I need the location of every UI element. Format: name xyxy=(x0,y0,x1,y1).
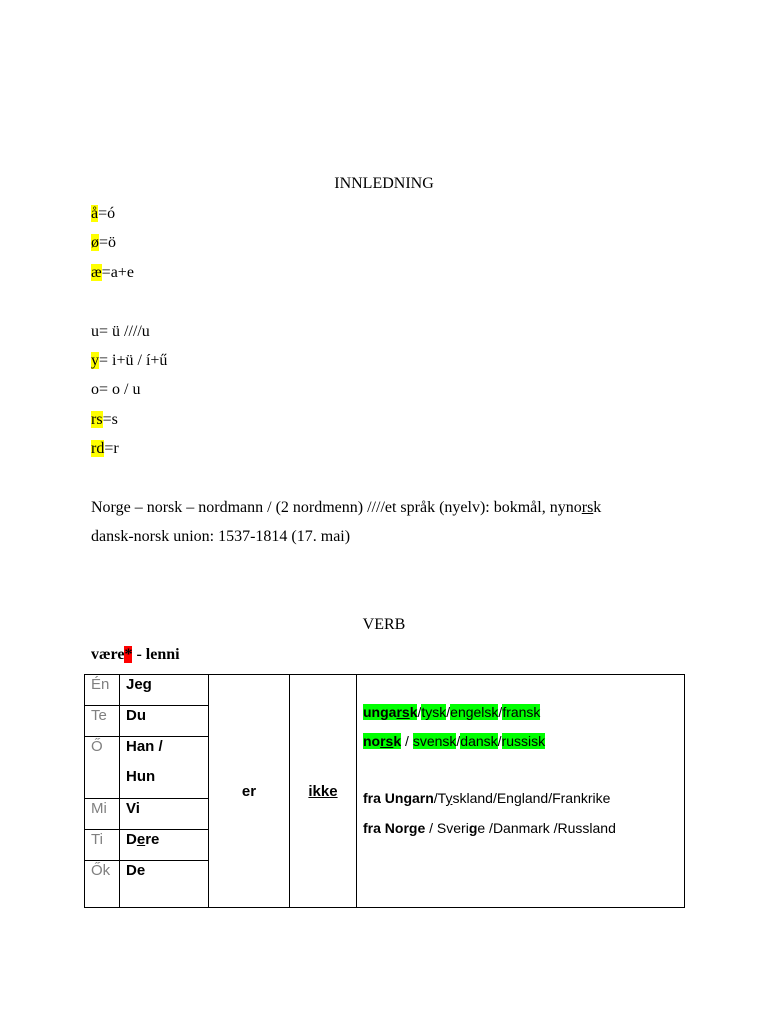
lang-hungarian xyxy=(363,704,417,720)
lang-underline: rs xyxy=(380,733,394,749)
languages-cell xyxy=(357,675,685,908)
verb-heading xyxy=(91,645,180,665)
verb-translation: - lenni xyxy=(132,646,180,663)
no-pronoun-cont: Hun xyxy=(120,767,209,798)
norge-underline: rs xyxy=(581,499,594,516)
pron-rule: =ö xyxy=(99,234,117,251)
pron-line-a xyxy=(91,204,115,224)
norge-text: Norge – norsk – nordmann / (2 nordmenn) ////et språk (nyelv): bokmål, nyno xyxy=(91,499,582,516)
sep: / xyxy=(497,733,502,749)
pron-line-rd xyxy=(91,439,119,459)
verb-ikke: ikke xyxy=(308,782,338,800)
lang-german: tysk xyxy=(421,704,447,720)
conjugation-table xyxy=(84,674,685,908)
lang-part: k xyxy=(409,704,418,720)
pron-line-ae xyxy=(91,263,134,283)
from-underline: g xyxy=(468,820,478,836)
verb-title: VERB xyxy=(362,616,406,633)
no-pronoun: Han / xyxy=(120,737,209,768)
hl-char: å xyxy=(91,205,99,222)
no-pronoun: Du xyxy=(120,706,209,737)
hu-pronoun: Én xyxy=(85,675,120,706)
lang-part: no xyxy=(363,733,381,749)
from-row-2 xyxy=(363,818,684,838)
verb-word: være xyxy=(91,646,125,663)
from-part: / Sveri xyxy=(425,820,469,836)
pronoun-part: re xyxy=(145,830,160,848)
verb-er: er xyxy=(209,675,290,908)
lang-part: unga xyxy=(363,704,397,720)
sep: / xyxy=(456,733,461,749)
from-row-1 xyxy=(363,788,684,808)
lang-russian: russisk xyxy=(501,733,546,749)
lang-danish: dansk xyxy=(460,733,498,749)
hu-pronoun: Mi xyxy=(85,798,120,829)
from-hungary: fra Ungarn xyxy=(363,790,434,806)
hu-pronoun: Ti xyxy=(85,829,120,860)
lang-english: engelsk xyxy=(450,704,499,720)
verb-ikke-cell xyxy=(290,675,357,908)
pron-line-y xyxy=(91,351,167,371)
sep: / xyxy=(417,704,422,720)
norge-line xyxy=(91,498,601,518)
no-pronoun xyxy=(120,829,209,860)
hl-char: y xyxy=(91,352,99,369)
from-part: /T xyxy=(433,790,446,806)
pron-rule: =a+e xyxy=(101,264,134,281)
no-pronoun: Vi xyxy=(120,798,209,829)
union-line: dansk-norsk union: 1537-1814 (17. mai) xyxy=(91,528,351,545)
hl-char: ø xyxy=(91,234,99,251)
pronoun-underline: e xyxy=(136,830,146,848)
lang-french: fransk xyxy=(502,704,541,720)
lang-row-1 xyxy=(363,702,684,722)
lang-underline: rs xyxy=(396,704,410,720)
hl-char: æ xyxy=(91,264,102,281)
pron-rule: =ó xyxy=(98,205,116,222)
pron-line-rs xyxy=(91,410,118,430)
hu-pronoun: Ők xyxy=(85,860,120,907)
intro-title: INNLEDNING xyxy=(334,175,434,192)
hl-char: rs xyxy=(91,411,103,428)
lang-norwegian xyxy=(363,733,401,749)
no-pronoun: De xyxy=(120,860,209,907)
pron-rule: =s xyxy=(102,411,118,428)
pron-line-o: o= o / u xyxy=(91,381,141,398)
hl-char: rd xyxy=(91,440,105,457)
no-pronoun: Jeg xyxy=(120,675,209,706)
pron-line-u: u= ü ////u xyxy=(91,323,150,340)
lang-swedish: svensk xyxy=(412,733,457,749)
lang-row-2 xyxy=(363,731,684,751)
pron-rule: =r xyxy=(104,440,119,457)
verb-star: * xyxy=(124,646,133,663)
pronoun-part: D xyxy=(126,830,137,848)
pron-rule: = i+ü / í+ű xyxy=(99,352,168,369)
from-part: skland/England/Frankrike xyxy=(452,790,611,806)
norge-end: k xyxy=(593,499,602,516)
hu-pronoun: Ő xyxy=(85,737,120,798)
sep: / xyxy=(446,704,451,720)
sep: / xyxy=(498,704,503,720)
lang-part: k xyxy=(393,733,402,749)
hu-pronoun: Te xyxy=(85,706,120,737)
pron-line-oe xyxy=(91,233,116,253)
from-underline: y xyxy=(445,790,453,806)
sep: / xyxy=(401,733,413,749)
from-part: e /Danmark /Russland xyxy=(477,820,616,836)
from-norway: fra Norge xyxy=(363,820,426,836)
